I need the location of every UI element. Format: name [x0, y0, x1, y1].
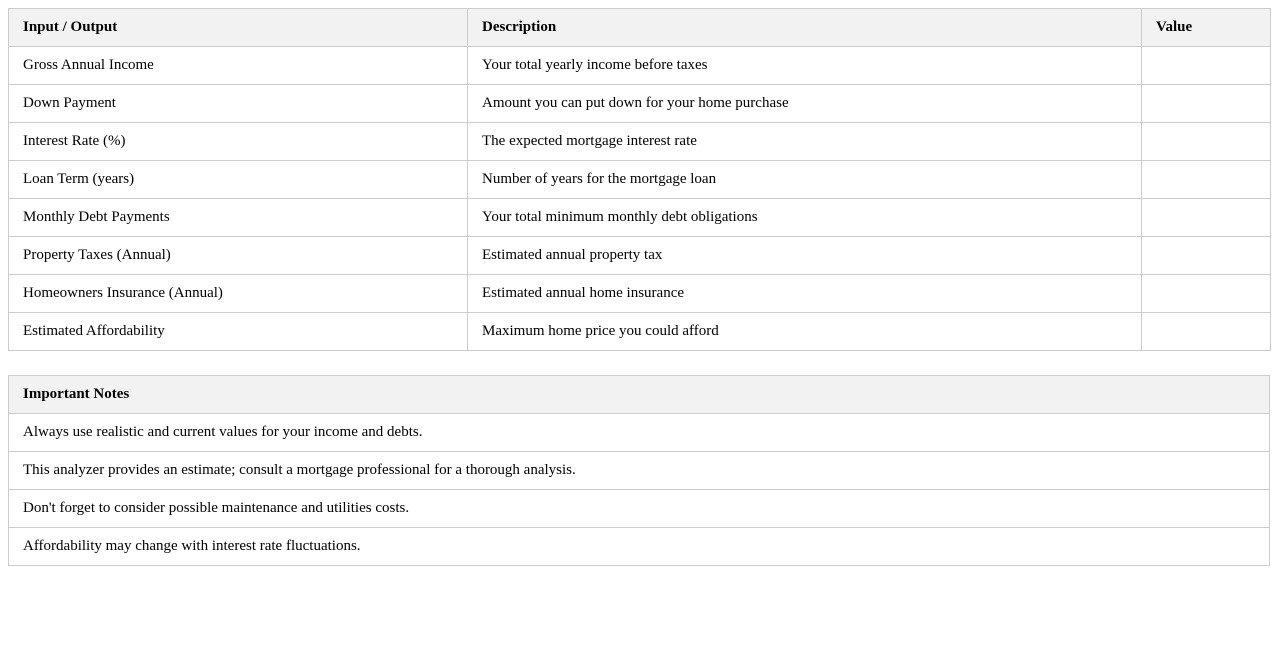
row-value [1142, 199, 1271, 237]
row-description: Estimated annual property tax [468, 237, 1142, 275]
note-text: Don't forget to consider possible maintenance and utilities costs. [9, 490, 1270, 528]
row-label: Property Taxes (Annual) [9, 237, 468, 275]
table-row [9, 275, 1271, 313]
row-value [1142, 47, 1271, 85]
note-row [9, 528, 1270, 566]
row-description: Number of years for the mortgage loan [468, 161, 1142, 199]
row-label: Gross Annual Income [9, 47, 468, 85]
note-text: This analyzer provides an estimate; consult a mortgage professional for a thorough analysis. [9, 452, 1270, 490]
row-label: Loan Term (years) [9, 161, 468, 199]
row-description: The expected mortgage interest rate [468, 123, 1142, 161]
notes-header-row [9, 376, 1270, 414]
table-header-row [9, 9, 1271, 47]
note-row [9, 452, 1270, 490]
table-row [9, 313, 1271, 351]
row-label: Down Payment [9, 85, 468, 123]
note-row [9, 414, 1270, 452]
column-header-value: Value [1142, 9, 1271, 47]
row-description: Your total yearly income before taxes [468, 47, 1142, 85]
table-row [9, 161, 1271, 199]
table-row [9, 123, 1271, 161]
note-text: Always use realistic and current values for your income and debts. [9, 414, 1270, 452]
note-text: Affordability may change with interest rate fluctuations. [9, 528, 1270, 566]
table-row [9, 199, 1271, 237]
row-value [1142, 313, 1271, 351]
column-header-description: Description [468, 9, 1142, 47]
row-description: Your total minimum monthly debt obligations [468, 199, 1142, 237]
notes-header: Important Notes [9, 376, 1270, 414]
column-header-input-output: Input / Output [9, 9, 468, 47]
important-notes-table [8, 375, 1270, 566]
row-value [1142, 237, 1271, 275]
note-row [9, 490, 1270, 528]
row-description: Maximum home price you could afford [468, 313, 1142, 351]
row-value [1142, 85, 1271, 123]
table-row [9, 47, 1271, 85]
row-label: Estimated Affordability [9, 313, 468, 351]
row-value [1142, 161, 1271, 199]
row-label: Homeowners Insurance (Annual) [9, 275, 468, 313]
table-row [9, 237, 1271, 275]
row-description: Amount you can put down for your home purchase [468, 85, 1142, 123]
row-description: Estimated annual home insurance [468, 275, 1142, 313]
affordability-table [8, 8, 1271, 351]
table-row [9, 85, 1271, 123]
row-label: Interest Rate (%) [9, 123, 468, 161]
row-value [1142, 275, 1271, 313]
row-label: Monthly Debt Payments [9, 199, 468, 237]
row-value [1142, 123, 1271, 161]
